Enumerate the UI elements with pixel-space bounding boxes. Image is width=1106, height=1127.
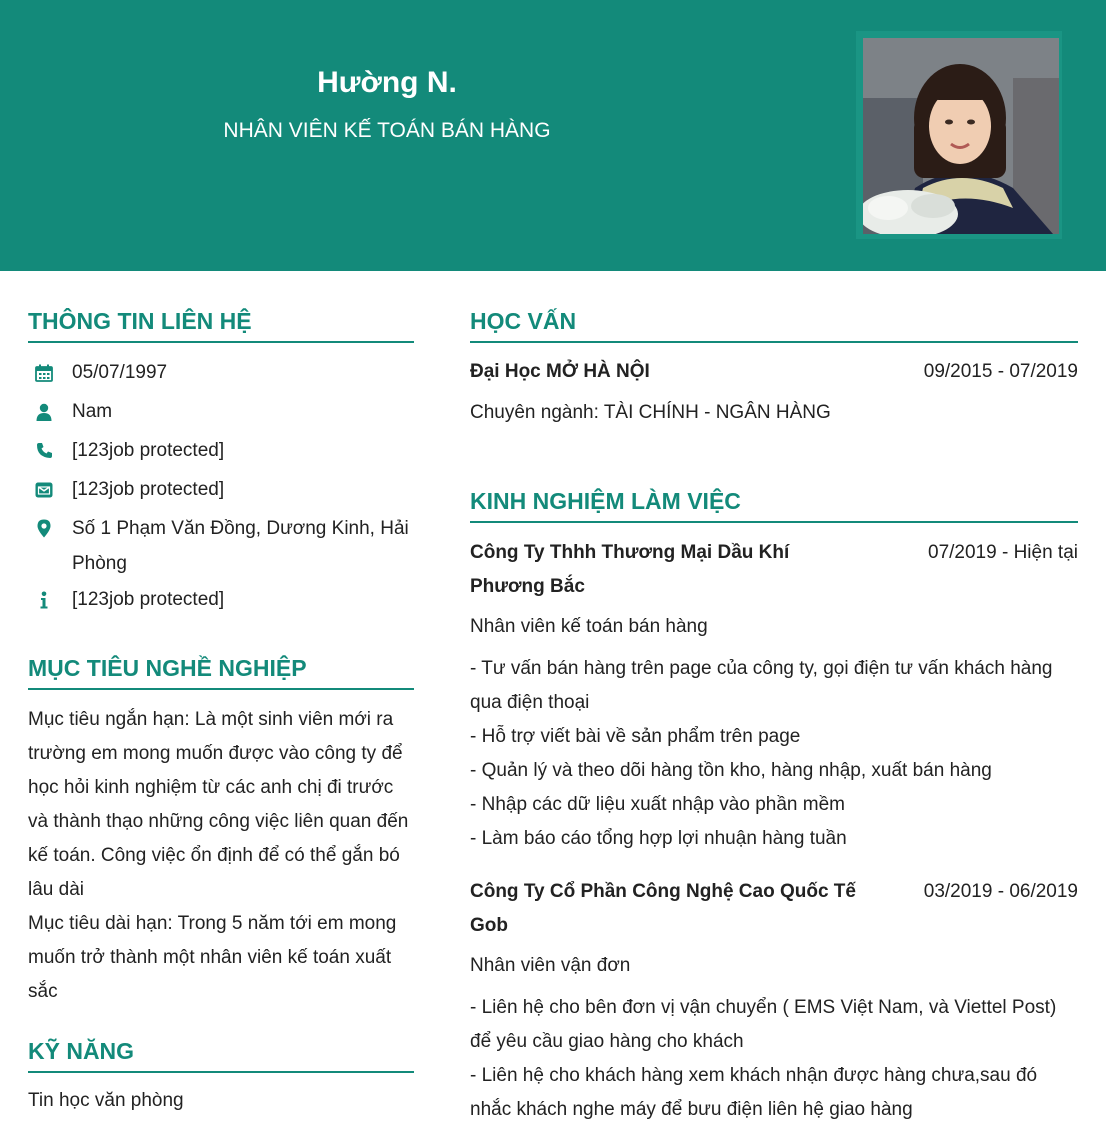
job-1-role: Nhân viên kế toán bán hàng <box>470 616 708 637</box>
profile-photo-frame <box>856 31 1062 239</box>
job-1-period: 07/2019 - Hiện tại <box>928 542 1078 563</box>
job-2-role: Nhân viên vận đơn <box>470 955 631 976</box>
user-icon <box>28 394 60 429</box>
contact-email-text: [123job protected] <box>72 479 225 500</box>
contact-email <box>28 472 414 507</box>
header-banner <box>0 0 1106 271</box>
profile-photo <box>863 38 1059 234</box>
location-icon <box>28 511 60 546</box>
contact-address-text: Số 1 Phạm Văn Đồng, Dương Kinh, Hải Phòng <box>72 518 409 574</box>
contact-info <box>28 582 414 617</box>
experience-section-title: KINH NGHIỆM LÀM VIỆC <box>470 488 1078 523</box>
objective-text: Mục tiêu ngắn hạn: Là một sinh viên mới ra trường em mong muốn được vào công ty để học hỏi kinh nghiệm từ các anh chị đi trước và thành thạo những công việc liên quan đến kế toán. Công việc ổn định để có thể gắn bó lâu dài Mục tiêu dài hạn: Trong 5 năm tới em mong muốn trở thành một nhân viên kế toán xuất sắc <box>28 709 409 1002</box>
objective-section-title: MỤC TIÊU NGHỀ NGHIỆP <box>28 655 414 690</box>
contact-gender-text: Nam <box>72 401 113 422</box>
contact-birthday <box>28 355 414 390</box>
job-1-details: - Tư vấn bán hàng trên page của công ty, gọi điện tư vấn khách hàng qua điện thoại - Hỗ trợ viết bài về sản phẩm trên page - Quản lý và theo dõi hàng tồn kho, hàng nhập, xuất bán hàng - Nhập các dữ liệu xuất nhập vào phần mềm - Làm báo cáo tổng hợp lợi nhuận hàng tuần <box>470 658 1053 849</box>
skills-section-title: KỸ NĂNG <box>28 1038 414 1073</box>
education-section-title: HỌC VẤN <box>470 308 1078 343</box>
contact-phone <box>28 433 414 468</box>
contact-address <box>28 511 414 581</box>
education-major: Chuyên ngành: TÀI CHÍNH - NGÂN HÀNG <box>470 402 831 423</box>
education-school: Đại Học MỞ HÀ NỘI <box>470 361 650 382</box>
calendar-icon <box>28 355 60 390</box>
contact-birthday-text: 05/07/1997 <box>72 362 168 383</box>
email-icon <box>28 472 60 507</box>
job-2-details: - Liên hệ cho bên đơn vị vận chuyển ( EMS Việt Nam, và Viettel Post) để yêu cầu giao hàng cho khách - Liên hệ cho khách hàng xem khách nhận được hàng chưa,sau đó nhắc khách nghe máy để bưu điện liên hệ giao hàng <box>470 997 1057 1120</box>
skill-item: Tin học văn phòng <box>28 1090 184 1111</box>
job-2-company: Công Ty Cổ Phần Công Nghệ Cao Quốc Tế Gob <box>470 881 856 936</box>
job-1-company: Công Ty Thhh Thương Mại Dầu Khí Phương Bắc <box>470 542 790 597</box>
contact-info-text: [123job protected] <box>72 589 225 610</box>
candidate-name: Hường N. <box>317 66 457 99</box>
candidate-job-title: NHÂN VIÊN KẾ TOÁN BÁN HÀNG <box>223 119 551 142</box>
job-2-period: 03/2019 - 06/2019 <box>923 881 1078 902</box>
profile-photo-image <box>863 38 1059 234</box>
contact-section-title: THÔNG TIN LIÊN HỆ <box>28 308 414 343</box>
info-icon <box>28 582 60 617</box>
contact-phone-text: [123job protected] <box>72 440 225 461</box>
education-period: 09/2015 - 07/2019 <box>923 361 1078 382</box>
contact-gender <box>28 394 414 429</box>
phone-icon <box>28 433 60 468</box>
